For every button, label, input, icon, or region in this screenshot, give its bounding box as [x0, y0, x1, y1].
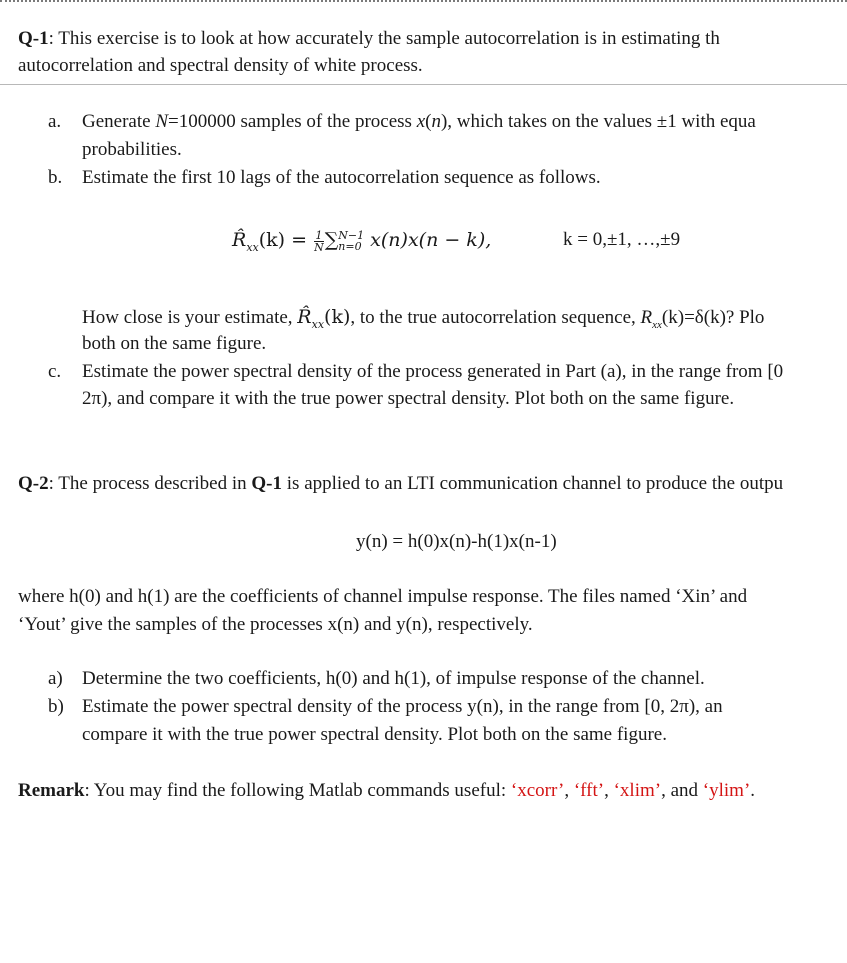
q2-b-line1: Estimate the power spectral density of the process y(n), in the range from [0, 2π), an: [82, 696, 723, 717]
remark-sep3: , and: [661, 780, 703, 801]
q1-intro-line1: [18, 27, 720, 51]
cmd-xcorr: ‘xcorr’: [510, 780, 565, 801]
q2-equation: y(n) = h(0)x(n)-h(1)x(n-1): [356, 531, 557, 552]
q1-a-x: x: [416, 111, 426, 132]
q2-a-marker: a): [48, 668, 63, 689]
q1-b-close-mid: , to the true autocorrelation sequence,: [350, 307, 641, 328]
top-dotted-rule: [0, 0, 847, 5]
q1-divider: [0, 84, 847, 85]
eq-frac-den: N: [314, 240, 324, 254]
q1-c-line2: 2π), and compare it with the true power spectral density. Plot both on the same figure.: [82, 388, 735, 409]
eq-k: (k) =: [258, 229, 314, 251]
q2-label: Q-2: [18, 473, 49, 494]
q1-b-close-k: (k): [324, 306, 351, 328]
q2-intro-pre: : The process described in: [48, 473, 252, 494]
remark-sep1: ,: [564, 780, 574, 801]
q1-b-true-post: (k)=δ(k)? Plo: [661, 307, 765, 328]
q1-a-line2: probabilities.: [82, 139, 182, 160]
q1-c-marker: c.: [48, 361, 62, 382]
q1-a-N: N: [155, 111, 168, 132]
q1-intro-line2: autocorrelation and spectral density of white process.: [18, 55, 423, 76]
cmd-fft: ‘fft’: [573, 780, 605, 801]
q1-c-line1: Estimate the power spectral density of the process generated in Part (a), in the range from [0: [82, 361, 784, 382]
eq-sum-limits: [338, 230, 364, 252]
q1-b-line1: Estimate the first 10 lags of the autocorrelation sequence as follows.: [82, 167, 601, 188]
q2-b-marker: b): [48, 696, 64, 717]
q1-b-close-sub: xx: [311, 318, 325, 331]
remark-line: [18, 779, 755, 803]
q1-b-close-pre: How close is your estimate,: [82, 307, 298, 328]
q1-a-mid: =100000 samples of the process: [168, 111, 417, 132]
q2-b-line2: compare it with the true power spectral density. Plot both on the same figure.: [82, 724, 667, 745]
eq-body: x(n)x(n − k),: [364, 229, 492, 251]
q1-b-marker: b.: [48, 167, 63, 188]
eq-frac-num: 1: [315, 228, 323, 242]
remark-label: Remark: [18, 780, 85, 801]
q1-b-true-sub: xx: [652, 319, 662, 331]
q1-b-close-rhat: R̂: [297, 306, 312, 328]
cmd-xlim: ‘xlim’: [613, 780, 662, 801]
remark-end: .: [750, 780, 756, 801]
eq-sum: ∑: [324, 229, 339, 251]
eq-sum-sub: n=0: [338, 240, 362, 253]
q2-intro: [18, 472, 783, 496]
q1-a-line1: Generate N=100000 samples of the process x(n), which takes on the values ±1 with equa: [82, 111, 756, 132]
q1-b-close-line1: [82, 305, 764, 332]
cmd-ylim: ‘ylim’: [702, 780, 751, 801]
q2-intro-post: is applied to an LTI communication channel to produce the outpu: [282, 473, 784, 494]
q2-where-line2: ‘Yout’ give the samples of the processes x(n) and y(n), respectively.: [18, 614, 533, 635]
eq-range: k = 0,±1, …,±9: [563, 229, 681, 250]
q1-a-n: n: [431, 111, 441, 132]
q2-intro-ref: Q-1: [251, 473, 283, 494]
eq-fraction: [314, 230, 324, 253]
autocorrelation-equation: [232, 228, 491, 255]
eq-rhat: R̂: [232, 229, 247, 251]
q1-a-post: , which takes on the values ±1 with equa: [447, 111, 756, 132]
eq-sub-xx: xx: [246, 241, 259, 254]
q1-label: Q-1: [18, 28, 49, 49]
q1-a-pre: Generate: [82, 111, 156, 132]
q1-intro-text1: : This exercise is to look at how accurately the sample autocorrelation is in estimating th: [48, 28, 720, 49]
remark-text: : You may find the following Matlab commands useful:: [84, 780, 511, 801]
q2-a-line1: Determine the two coefficients, h(0) and h(1), of impulse response of the channel.: [82, 668, 705, 689]
q1-b-close-line2: both on the same figure.: [82, 333, 267, 354]
q1-b-true-R: R: [640, 307, 653, 328]
eq-sum-sup: N−1: [338, 229, 365, 242]
remark-sep2: ,: [604, 780, 614, 801]
q1-a-marker: a.: [48, 111, 62, 132]
q2-where-line1: where h(0) and h(1) are the coefficients of channel impulse response. The files named ‘Xin’ and: [18, 586, 748, 607]
